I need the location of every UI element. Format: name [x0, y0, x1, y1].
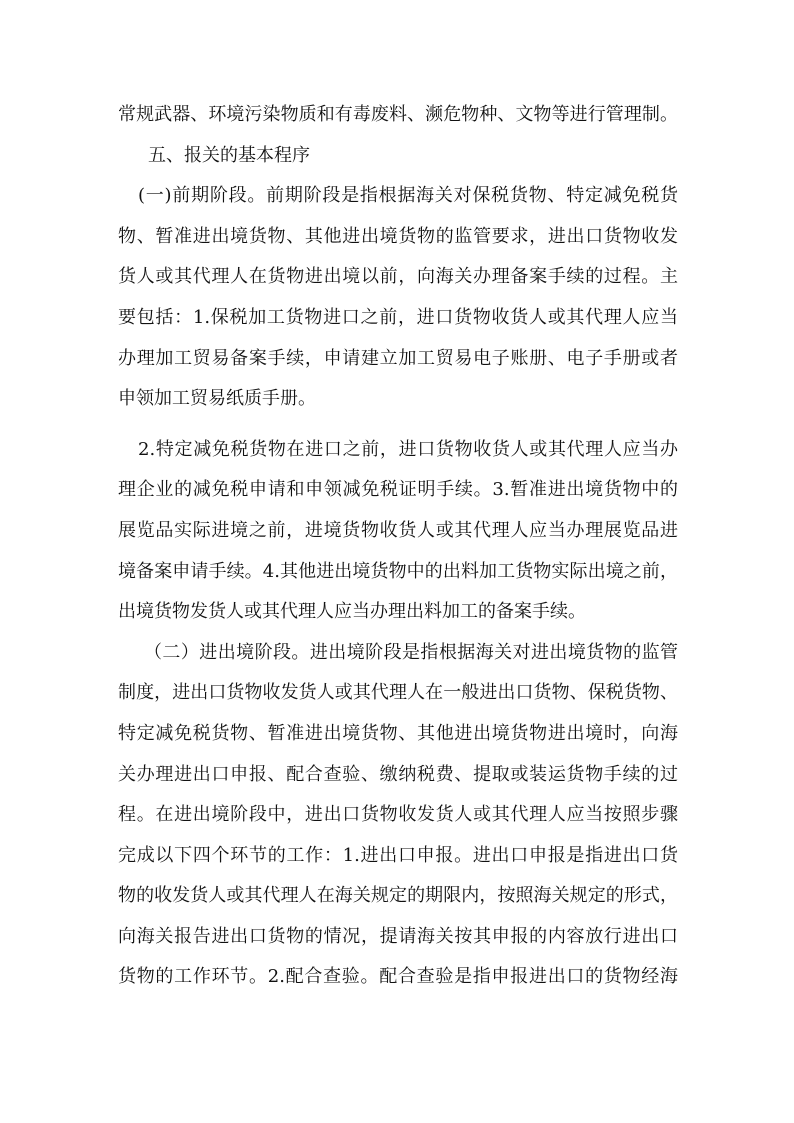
text-line: 出境货物发货人或其代理人应当办理出料加工的备案手续。 — [118, 601, 586, 623]
section-heading: 五、报关的基本程序 — [148, 144, 310, 166]
text-line: 关办理进出口申报、配合查验、缴纳税费、提取或装运货物手续的过 — [118, 763, 678, 785]
text-line: 货物的工作环节。2.配合查验。配合查验是指申报进出口的货物经海 — [118, 966, 678, 988]
text-line: 特定减免税货物、暂准进出境货物、其他进出境货物进出境时，向海 — [118, 722, 678, 744]
text-line: 办理加工贸易备案手续，申请建立加工贸易电子账册、电子手册或者 — [118, 347, 678, 369]
text-line: 向海关报告进出口货物的情况，提请海关按其申报的内容放行进出口 — [118, 925, 678, 947]
text-line: 程。在进出境阶段中，进出口货物收发货人或其代理人应当按照步骤 — [118, 804, 678, 826]
text-line: 常规武器、环境污染物质和有毒废料、濒危物种、文物等进行管理制。 — [118, 104, 678, 125]
text-line: 2.特定减免税货物在进口之前，进口货物收货人或其代理人应当办 — [138, 438, 678, 460]
text-line: 物的收发货人或其代理人在海关规定的期限内，按照海关规定的形式， — [118, 885, 678, 907]
text-line: 制度，进出口货物收发货人或其代理人在一般进出口货物、保税货物、 — [118, 682, 678, 704]
text-line: 货人或其代理人在货物进出境以前，向海关办理备案手续的过程。主 — [118, 266, 678, 288]
text-line: (一)前期阶段。前期阶段是指根据海关对保税货物、特定减免税货 — [138, 185, 678, 207]
text-line: （二）进出境阶段。进出境阶段是指根据海关对进出境货物的监管 — [144, 641, 678, 663]
text-line: 要包括：1.保税加工货物进口之前，进口货物收货人或其代理人应当 — [118, 306, 678, 328]
document-body — [118, 95, 678, 998]
text-line: 完成以下四个环节的工作：1.进出口申报。进出口申报是指进出口货 — [118, 844, 678, 866]
text-line: 展览品实际进境之前，进境货物收货人或其代理人应当办理展览品进 — [118, 519, 678, 541]
text-line: 理企业的减免税申请和申领减免税证明手续。3.暂准进出境货物中的 — [118, 479, 678, 501]
text-line: 境备案申请手续。4.其他进出境货物中的出料加工货物实际出境之前， — [118, 560, 678, 582]
text-line: 申领加工贸易纸质手册。 — [118, 388, 316, 410]
text-line: 物、暂准进出境货物、其他进出境货物的监管要求，进出口货物收发 — [118, 225, 678, 247]
